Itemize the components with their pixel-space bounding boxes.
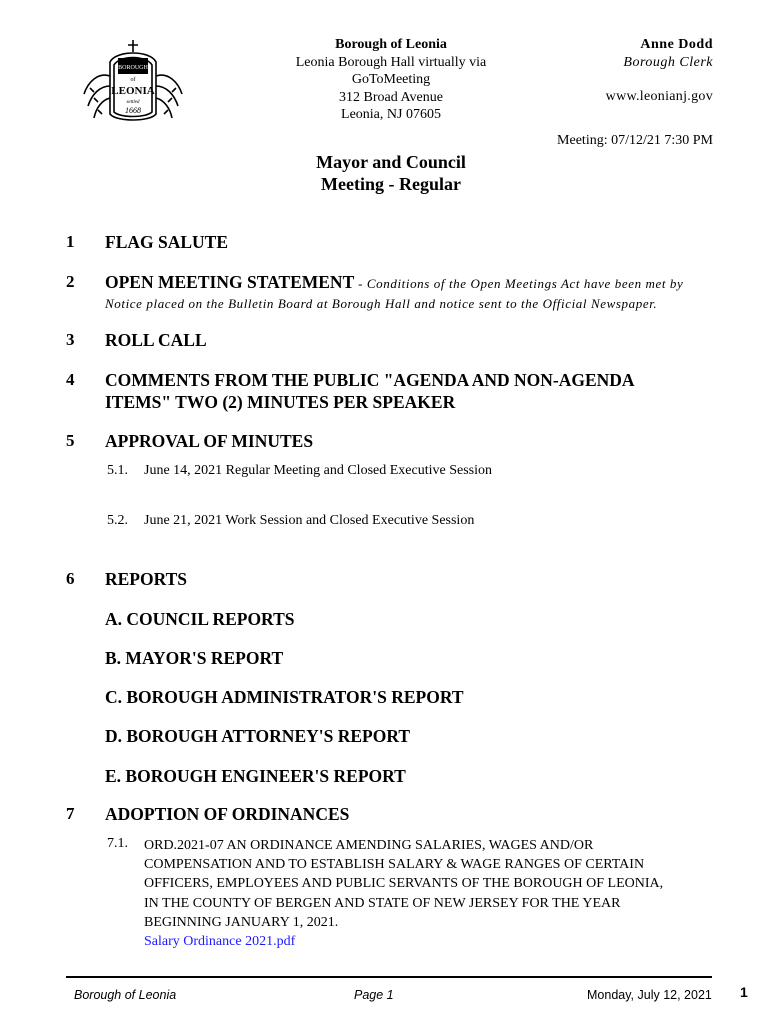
report-mayor: B. MAYOR'S REPORT	[105, 648, 284, 668]
seal-text-settled: settled	[126, 100, 140, 105]
location-line-1: Leonia Borough Hall virtually via	[295, 54, 487, 70]
title-line-1: Mayor and Council	[316, 152, 466, 172]
item-number: 4	[66, 370, 75, 389]
ordinance-line-1: ORD.2021-07 AN ORDINANCE AMENDING SALARIES, WAGES AND/OR	[144, 838, 594, 853]
header-address-block	[280, 36, 502, 124]
seal-text-year: 1668	[125, 106, 141, 115]
item-heading-approval-minutes: APPROVAL OF MINUTES	[105, 431, 314, 451]
footer-date: Monday, July 12, 2021	[587, 988, 712, 1002]
ordinance-line-3: OFFICERS, EMPLOYEES AND PUBLIC SERVANTS OF THE BOROUGH OF LEONIA,	[144, 876, 664, 892]
ordinance-line-2: COMPENSATION AND TO ESTABLISH SALARY & WAGE RANGES OF CERTAIN	[144, 857, 645, 873]
sub-item-number: 7.1.	[107, 836, 128, 851]
seal-text-borough: BOROUGH	[118, 65, 148, 71]
org-name: Borough of Leonia	[335, 37, 447, 52]
title-line-2: Meeting - Regular	[321, 174, 461, 194]
seal-text-leonia: LEONIA	[111, 85, 155, 97]
borough-seal-logo	[80, 36, 186, 126]
clerk-name: Anne Dodd	[640, 37, 713, 52]
item-heading-public-comments	[105, 369, 705, 413]
item-number: 7	[66, 804, 75, 823]
item-number: 3	[66, 330, 75, 349]
ordinance-description	[144, 836, 724, 951]
report-administrator: C. BOROUGH ADMINISTRATOR'S REPORT	[105, 687, 464, 707]
sub-item-number: 5.1.	[107, 463, 128, 478]
header-clerk-block	[606, 36, 713, 106]
address-line-2: Leonia, NJ 07605	[341, 107, 441, 122]
ordinance-line-4: IN THE COUNTY OF BERGEN AND STATE OF NEW JERSEY FOR THE YEAR	[144, 895, 621, 911]
footer-divider	[66, 976, 712, 978]
report-council: A. COUNCIL REPORTS	[105, 609, 295, 629]
meeting-date-time: Meeting: 07/12/21 7:30 PM	[557, 133, 713, 148]
footer-org: Borough of Leonia	[74, 988, 177, 1002]
item-heading-flag-salute: FLAG SALUTE	[105, 232, 229, 252]
item-number: 1	[66, 232, 75, 251]
item-number: 5	[66, 431, 75, 450]
open-meeting-note-1: - Conditions of the Open Meetings Act have been met by	[354, 276, 684, 291]
page-number: 1	[740, 984, 748, 1000]
item-heading-open-meeting	[105, 271, 725, 295]
sub-item-number: 5.2.	[107, 513, 128, 528]
address-line-1: 312 Broad Avenue	[339, 89, 443, 105]
seal-text-of: of	[130, 77, 136, 83]
item-heading-ordinances: ADOPTION OF ORDINANCES	[105, 804, 350, 824]
minutes-june-14: June 14, 2021 Regular Meeting and Closed Executive Session	[144, 463, 492, 478]
salary-ordinance-pdf-link[interactable]: Salary Ordinance 2021.pdf	[144, 934, 296, 950]
item-number: 2	[66, 272, 75, 291]
minutes-june-21: June 21, 2021 Work Session and Closed Executive Session	[144, 513, 475, 528]
public-comments-line-1: COMMENTS FROM THE PUBLIC "AGENDA AND NON-AGENDA	[105, 370, 635, 390]
item-heading-roll-call: ROLL CALL	[105, 330, 207, 350]
location-line-2: GoToMeeting	[351, 72, 431, 87]
website-link[interactable]: www.leonianj.gov	[605, 89, 713, 104]
item-number: 6	[66, 569, 75, 588]
item-heading-reports: REPORTS	[105, 569, 188, 589]
open-meeting-heading-text: OPEN MEETING STATEMENT	[105, 272, 355, 292]
report-attorney: D. BOROUGH ATTORNEY'S REPORT	[105, 726, 411, 746]
open-meeting-note-2: Notice placed on the Bulletin Board at Borough Hall and notice sent to the Official Newspaper.	[105, 296, 658, 311]
page-title	[280, 151, 502, 195]
report-engineer: E. BOROUGH ENGINEER'S REPORT	[105, 766, 406, 786]
clerk-title: Borough Clerk	[623, 54, 713, 70]
footer-page-label: Page 1	[354, 988, 394, 1002]
ordinance-line-5: BEGINNING JANUARY 1, 2021.	[144, 914, 339, 930]
public-comments-line-2: ITEMS" TWO (2) MINUTES PER SPEAKER	[105, 392, 456, 412]
